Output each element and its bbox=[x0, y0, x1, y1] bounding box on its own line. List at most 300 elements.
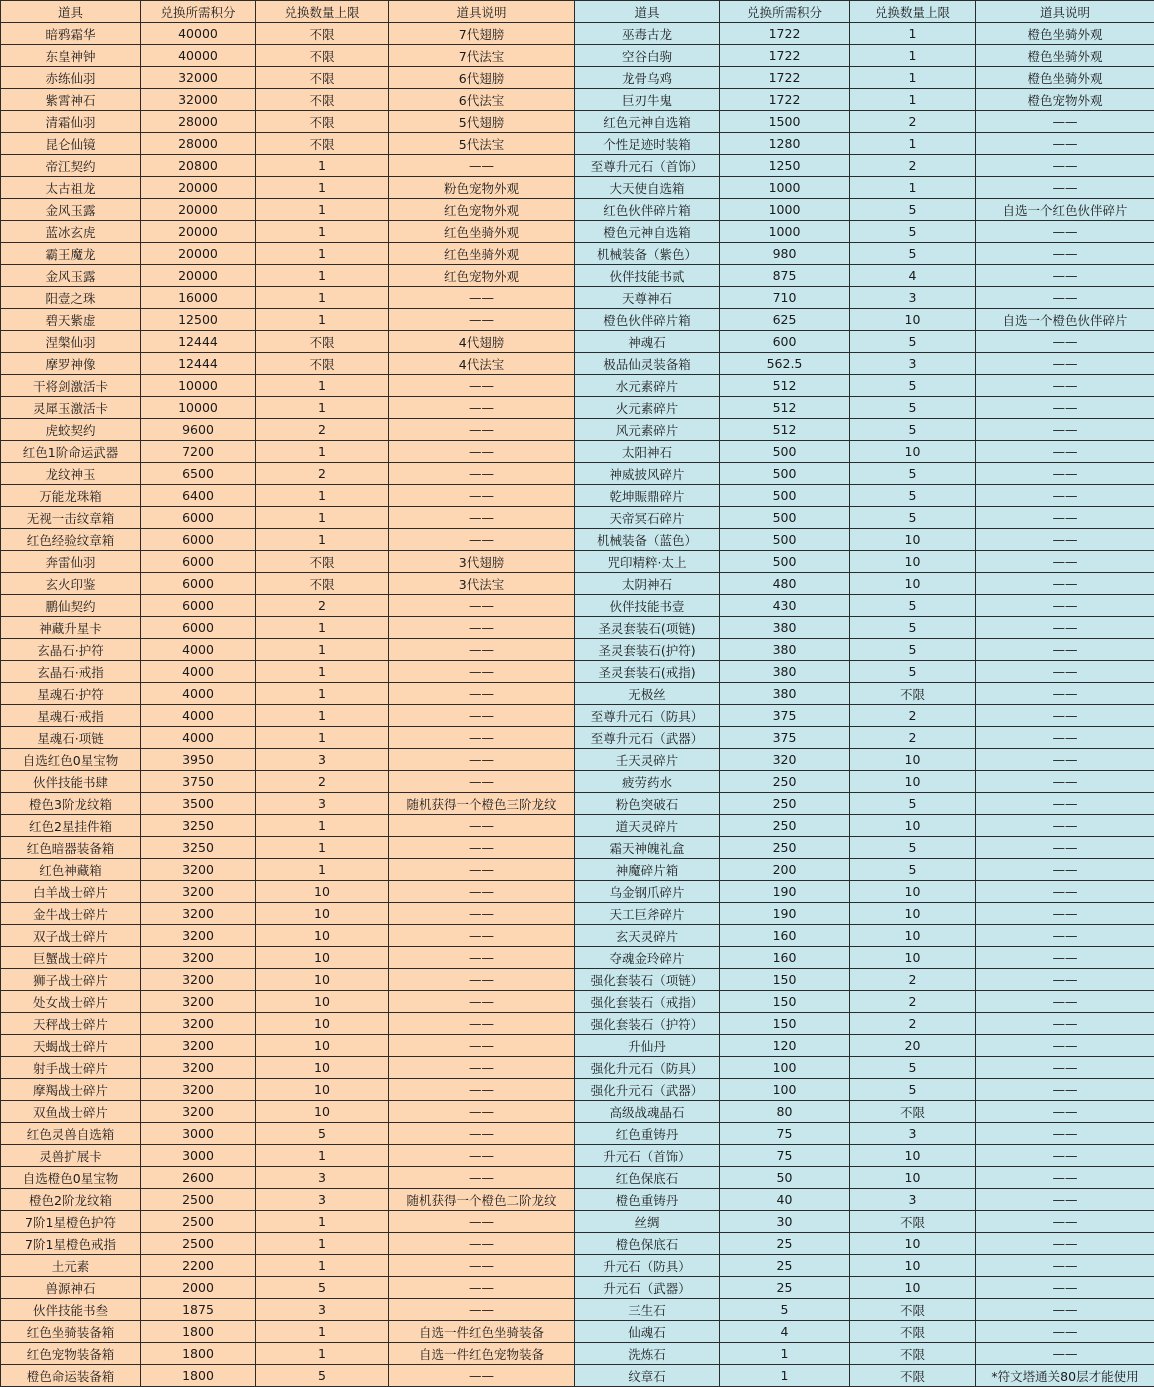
right-description-cell: —— bbox=[976, 1233, 1154, 1255]
left-points-cell: 32000 bbox=[141, 89, 256, 111]
right-item-cell: 太阳神石 bbox=[575, 441, 720, 463]
left-limit-cell: 1 bbox=[256, 617, 389, 639]
table-row bbox=[1, 331, 1154, 353]
table-row bbox=[1, 221, 1154, 243]
right-description-cell: —— bbox=[976, 133, 1154, 155]
right-description-cell: —— bbox=[976, 507, 1154, 529]
left-description-cell: 随机获得一个橙色二阶龙纹 bbox=[389, 1189, 575, 1211]
left-limit-cell: 1 bbox=[256, 309, 389, 331]
table-row bbox=[1, 551, 1154, 573]
right-item-cell: 玄天灵碎片 bbox=[575, 925, 720, 947]
left-description-cell: —— bbox=[389, 749, 575, 771]
left-points-cell: 28000 bbox=[141, 133, 256, 155]
left-description-cell: 自选一件红色坐骑装备 bbox=[389, 1321, 575, 1343]
right-description-cell: —— bbox=[976, 1145, 1154, 1167]
table-row bbox=[1, 661, 1154, 683]
right-description-cell: —— bbox=[976, 485, 1154, 507]
right-points-cell: 380 bbox=[720, 639, 850, 661]
left-description-cell: 6代法宝 bbox=[389, 89, 575, 111]
right-item-cell: 强化套装石（戒指） bbox=[575, 991, 720, 1013]
left-points-cell: 3200 bbox=[141, 1101, 256, 1123]
right-points-cell: 1280 bbox=[720, 133, 850, 155]
left-points-cell: 2500 bbox=[141, 1189, 256, 1211]
header-right-limit: 兑换数量上限 bbox=[850, 1, 976, 23]
right-points-cell: 50 bbox=[720, 1167, 850, 1189]
table-row bbox=[1, 947, 1154, 969]
left-description-cell: —— bbox=[389, 1079, 575, 1101]
right-item-cell: 橙色重铸丹 bbox=[575, 1189, 720, 1211]
right-description-cell: —— bbox=[976, 705, 1154, 727]
right-item-cell: 强化升元石（武器） bbox=[575, 1079, 720, 1101]
right-points-cell: 1250 bbox=[720, 155, 850, 177]
right-item-cell: 强化升元石（防具） bbox=[575, 1057, 720, 1079]
right-points-cell: 600 bbox=[720, 331, 850, 353]
left-points-cell: 6500 bbox=[141, 463, 256, 485]
right-item-cell: 粉色突破石 bbox=[575, 793, 720, 815]
left-description-cell: —— bbox=[389, 1299, 575, 1321]
header-right-points: 兑换所需积分 bbox=[720, 1, 850, 23]
left-description-cell: —— bbox=[389, 1145, 575, 1167]
right-description-cell: —— bbox=[976, 463, 1154, 485]
right-limit-cell: 2 bbox=[850, 991, 976, 1013]
left-description-cell: 自选一件红色宠物装备 bbox=[389, 1343, 575, 1365]
right-description-cell: —— bbox=[976, 1277, 1154, 1299]
left-description-cell: —— bbox=[389, 1255, 575, 1277]
table-row bbox=[1, 1277, 1154, 1299]
right-item-cell: 乾坤賑鼎碎片 bbox=[575, 485, 720, 507]
right-description-cell: —— bbox=[976, 1167, 1154, 1189]
left-points-cell: 3200 bbox=[141, 903, 256, 925]
right-item-cell: 太阴神石 bbox=[575, 573, 720, 595]
table-row bbox=[1, 155, 1154, 177]
left-description-cell: 红色宠物外观 bbox=[389, 265, 575, 287]
right-points-cell: 562.5 bbox=[720, 353, 850, 375]
right-points-cell: 500 bbox=[720, 507, 850, 529]
right-item-cell: 大天使自选箱 bbox=[575, 177, 720, 199]
left-limit-cell: 不限 bbox=[256, 23, 389, 45]
right-points-cell: 120 bbox=[720, 1035, 850, 1057]
right-limit-cell: 5 bbox=[850, 397, 976, 419]
left-item-cell: 万能龙珠箱 bbox=[1, 485, 141, 507]
right-description-cell: 橙色坐骑外观 bbox=[976, 45, 1154, 67]
left-item-cell: 摩罗神像 bbox=[1, 353, 141, 375]
table-row bbox=[1, 507, 1154, 529]
right-item-cell: 升元石（首饰） bbox=[575, 1145, 720, 1167]
left-limit-cell: 2 bbox=[256, 419, 389, 441]
right-description-cell: —— bbox=[976, 1343, 1154, 1365]
table-row bbox=[1, 837, 1154, 859]
right-points-cell: 375 bbox=[720, 705, 850, 727]
right-description-cell: —— bbox=[976, 881, 1154, 903]
right-points-cell: 430 bbox=[720, 595, 850, 617]
right-limit-cell: 10 bbox=[850, 903, 976, 925]
left-description-cell: —— bbox=[389, 837, 575, 859]
right-limit-cell: 不限 bbox=[850, 683, 976, 705]
table-row bbox=[1, 441, 1154, 463]
left-limit-cell: 1 bbox=[256, 507, 389, 529]
left-item-cell: 东皇神钟 bbox=[1, 45, 141, 67]
left-description-cell: —— bbox=[389, 903, 575, 925]
left-description-cell: —— bbox=[389, 1035, 575, 1057]
right-item-cell: 壬天灵碎片 bbox=[575, 749, 720, 771]
left-limit-cell: 不限 bbox=[256, 551, 389, 573]
left-limit-cell: 5 bbox=[256, 1123, 389, 1145]
right-limit-cell: 3 bbox=[850, 353, 976, 375]
left-limit-cell: 3 bbox=[256, 793, 389, 815]
right-item-cell: 三生石 bbox=[575, 1299, 720, 1321]
right-limit-cell: 10 bbox=[850, 815, 976, 837]
table-row bbox=[1, 397, 1154, 419]
left-points-cell: 3200 bbox=[141, 1079, 256, 1101]
left-limit-cell: 1 bbox=[256, 1343, 389, 1365]
left-limit-cell: 1 bbox=[256, 705, 389, 727]
right-limit-cell: 2 bbox=[850, 969, 976, 991]
right-item-cell: 橙色保底石 bbox=[575, 1233, 720, 1255]
table-row bbox=[1, 1211, 1154, 1233]
left-points-cell: 6000 bbox=[141, 507, 256, 529]
right-description-cell: —— bbox=[976, 1035, 1154, 1057]
right-item-cell: 乌金钢爪碎片 bbox=[575, 881, 720, 903]
right-points-cell: 100 bbox=[720, 1079, 850, 1101]
left-limit-cell: 不限 bbox=[256, 353, 389, 375]
right-description-cell: 橙色坐骑外观 bbox=[976, 67, 1154, 89]
right-description-cell: —— bbox=[976, 155, 1154, 177]
table-row bbox=[1, 881, 1154, 903]
right-description-cell: 自选一个红色伙伴碎片 bbox=[976, 199, 1154, 221]
left-description-cell: 7代法宝 bbox=[389, 45, 575, 67]
right-limit-cell: 不限 bbox=[850, 1101, 976, 1123]
left-points-cell: 4000 bbox=[141, 705, 256, 727]
right-item-cell: 洗炼石 bbox=[575, 1343, 720, 1365]
right-limit-cell: 5 bbox=[850, 595, 976, 617]
left-points-cell: 1800 bbox=[141, 1343, 256, 1365]
right-description-cell: 自选一个橙色伙伴碎片 bbox=[976, 309, 1154, 331]
right-description-cell: —— bbox=[976, 1299, 1154, 1321]
left-description-cell: —— bbox=[389, 287, 575, 309]
right-limit-cell: 1 bbox=[850, 23, 976, 45]
left-item-cell: 阳壹之珠 bbox=[1, 287, 141, 309]
left-description-cell: 红色宠物外观 bbox=[389, 199, 575, 221]
left-points-cell: 2600 bbox=[141, 1167, 256, 1189]
left-description-cell: —— bbox=[389, 859, 575, 881]
left-points-cell: 6000 bbox=[141, 529, 256, 551]
table-row bbox=[1, 353, 1154, 375]
table-row bbox=[1, 771, 1154, 793]
right-limit-cell: 1 bbox=[850, 133, 976, 155]
right-item-cell: 空谷白驹 bbox=[575, 45, 720, 67]
right-description-cell: —— bbox=[976, 595, 1154, 617]
right-description-cell: —— bbox=[976, 969, 1154, 991]
left-item-cell: 蓝冰玄虎 bbox=[1, 221, 141, 243]
left-item-cell: 巨蟹战士碎片 bbox=[1, 947, 141, 969]
right-limit-cell: 5 bbox=[850, 485, 976, 507]
right-points-cell: 512 bbox=[720, 419, 850, 441]
right-limit-cell: 不限 bbox=[850, 1299, 976, 1321]
left-description-cell: —— bbox=[389, 397, 575, 419]
right-item-cell: 神威披风碎片 bbox=[575, 463, 720, 485]
right-points-cell: 150 bbox=[720, 991, 850, 1013]
left-item-cell: 昆仑仙镜 bbox=[1, 133, 141, 155]
right-limit-cell: 5 bbox=[850, 639, 976, 661]
right-limit-cell: 不限 bbox=[850, 1343, 976, 1365]
right-description-cell: —— bbox=[976, 375, 1154, 397]
right-points-cell: 30 bbox=[720, 1211, 850, 1233]
left-item-cell: 橙色2阶龙纹箱 bbox=[1, 1189, 141, 1211]
left-item-cell: 处女战士碎片 bbox=[1, 991, 141, 1013]
left-limit-cell: 1 bbox=[256, 177, 389, 199]
left-description-cell: 7代翅膀 bbox=[389, 23, 575, 45]
table-row bbox=[1, 749, 1154, 771]
table-row bbox=[1, 23, 1154, 45]
table-row bbox=[1, 1321, 1154, 1343]
right-description-cell: —— bbox=[976, 419, 1154, 441]
right-description-cell: *符文塔通关80层才能使用 bbox=[976, 1365, 1154, 1387]
right-description-cell: —— bbox=[976, 727, 1154, 749]
right-limit-cell: 2 bbox=[850, 155, 976, 177]
right-limit-cell: 5 bbox=[850, 793, 976, 815]
right-limit-cell: 2 bbox=[850, 111, 976, 133]
left-points-cell: 40000 bbox=[141, 45, 256, 67]
left-points-cell: 4000 bbox=[141, 661, 256, 683]
right-description-cell: —— bbox=[976, 771, 1154, 793]
left-limit-cell: 1 bbox=[256, 1211, 389, 1233]
right-limit-cell: 5 bbox=[850, 463, 976, 485]
right-points-cell: 100 bbox=[720, 1057, 850, 1079]
left-limit-cell: 1 bbox=[256, 815, 389, 837]
right-points-cell: 40 bbox=[720, 1189, 850, 1211]
header-right-description: 道具说明 bbox=[976, 1, 1154, 23]
right-description-cell: —— bbox=[976, 991, 1154, 1013]
left-limit-cell: 不限 bbox=[256, 133, 389, 155]
right-limit-cell: 5 bbox=[850, 243, 976, 265]
left-description-cell: 红色坐骑外观 bbox=[389, 221, 575, 243]
right-description-cell: —— bbox=[976, 683, 1154, 705]
table-row bbox=[1, 89, 1154, 111]
left-points-cell: 12500 bbox=[141, 309, 256, 331]
right-item-cell: 圣灵套装石(戒指) bbox=[575, 661, 720, 683]
right-points-cell: 1722 bbox=[720, 23, 850, 45]
right-points-cell: 4 bbox=[720, 1321, 850, 1343]
left-limit-cell: 1 bbox=[256, 243, 389, 265]
left-limit-cell: 不限 bbox=[256, 45, 389, 67]
right-item-cell: 至尊升元石（首饰） bbox=[575, 155, 720, 177]
left-limit-cell: 1 bbox=[256, 397, 389, 419]
left-points-cell: 9600 bbox=[141, 419, 256, 441]
right-description-cell: —— bbox=[976, 617, 1154, 639]
right-item-cell: 丝绸 bbox=[575, 1211, 720, 1233]
left-points-cell: 12444 bbox=[141, 353, 256, 375]
table-row bbox=[1, 1299, 1154, 1321]
left-points-cell: 3200 bbox=[141, 859, 256, 881]
left-points-cell: 3500 bbox=[141, 793, 256, 815]
right-points-cell: 1722 bbox=[720, 45, 850, 67]
table-row bbox=[1, 859, 1154, 881]
left-limit-cell: 1 bbox=[256, 529, 389, 551]
left-limit-cell: 1 bbox=[256, 375, 389, 397]
left-points-cell: 2000 bbox=[141, 1277, 256, 1299]
left-description-cell: —— bbox=[389, 661, 575, 683]
right-limit-cell: 不限 bbox=[850, 1321, 976, 1343]
left-item-cell: 碧天紫虚 bbox=[1, 309, 141, 331]
left-points-cell: 6000 bbox=[141, 573, 256, 595]
right-description-cell: —— bbox=[976, 749, 1154, 771]
left-item-cell: 金风玉露 bbox=[1, 199, 141, 221]
right-description-cell: —— bbox=[976, 925, 1154, 947]
table-row bbox=[1, 111, 1154, 133]
left-description-cell: 4代翅膀 bbox=[389, 331, 575, 353]
table-row bbox=[1, 727, 1154, 749]
right-points-cell: 512 bbox=[720, 397, 850, 419]
right-description-cell: —— bbox=[976, 287, 1154, 309]
right-limit-cell: 3 bbox=[850, 1189, 976, 1211]
left-item-cell: 灵犀玉激活卡 bbox=[1, 397, 141, 419]
left-description-cell: —— bbox=[389, 683, 575, 705]
right-points-cell: 250 bbox=[720, 815, 850, 837]
right-item-cell: 圣灵套装石(项链) bbox=[575, 617, 720, 639]
table-row bbox=[1, 815, 1154, 837]
right-limit-cell: 5 bbox=[850, 837, 976, 859]
left-limit-cell: 1 bbox=[256, 859, 389, 881]
right-limit-cell: 10 bbox=[850, 1167, 976, 1189]
left-points-cell: 1800 bbox=[141, 1365, 256, 1387]
left-points-cell: 1875 bbox=[141, 1299, 256, 1321]
right-points-cell: 150 bbox=[720, 969, 850, 991]
left-points-cell: 3200 bbox=[141, 881, 256, 903]
left-points-cell: 3000 bbox=[141, 1123, 256, 1145]
left-points-cell: 12444 bbox=[141, 331, 256, 353]
left-points-cell: 7200 bbox=[141, 441, 256, 463]
right-points-cell: 1000 bbox=[720, 199, 850, 221]
right-description-cell: —— bbox=[976, 661, 1154, 683]
left-description-cell: —— bbox=[389, 639, 575, 661]
left-item-cell: 伙伴技能书叁 bbox=[1, 1299, 141, 1321]
right-limit-cell: 10 bbox=[850, 947, 976, 969]
right-limit-cell: 3 bbox=[850, 1123, 976, 1145]
right-limit-cell: 10 bbox=[850, 309, 976, 331]
right-item-cell: 霜天神魄礼盒 bbox=[575, 837, 720, 859]
left-limit-cell: 1 bbox=[256, 727, 389, 749]
right-item-cell: 强化套装石（护符） bbox=[575, 1013, 720, 1035]
left-points-cell: 10000 bbox=[141, 397, 256, 419]
right-limit-cell: 2 bbox=[850, 705, 976, 727]
right-points-cell: 320 bbox=[720, 749, 850, 771]
left-item-cell: 灵兽扩展卡 bbox=[1, 1145, 141, 1167]
table-row bbox=[1, 1167, 1154, 1189]
left-item-cell: 干将剑激活卡 bbox=[1, 375, 141, 397]
right-limit-cell: 10 bbox=[850, 771, 976, 793]
left-points-cell: 3950 bbox=[141, 749, 256, 771]
right-item-cell: 神魔碎片箱 bbox=[575, 859, 720, 881]
left-item-cell: 红色神藏箱 bbox=[1, 859, 141, 881]
right-points-cell: 500 bbox=[720, 485, 850, 507]
right-item-cell: 无极丝 bbox=[575, 683, 720, 705]
left-item-cell: 鹏仙契约 bbox=[1, 595, 141, 617]
right-description-cell: 橙色宠物外观 bbox=[976, 89, 1154, 111]
table-row bbox=[1, 1035, 1154, 1057]
table-row bbox=[1, 595, 1154, 617]
right-points-cell: 1000 bbox=[720, 221, 850, 243]
left-limit-cell: 10 bbox=[256, 1057, 389, 1079]
left-description-cell: 红色坐骑外观 bbox=[389, 243, 575, 265]
left-description-cell: —— bbox=[389, 419, 575, 441]
left-points-cell: 3000 bbox=[141, 1145, 256, 1167]
left-limit-cell: 1 bbox=[256, 1145, 389, 1167]
left-item-cell: 自选红色0星宝物 bbox=[1, 749, 141, 771]
right-points-cell: 25 bbox=[720, 1233, 850, 1255]
right-points-cell: 80 bbox=[720, 1101, 850, 1123]
left-description-cell: 6代翅膀 bbox=[389, 67, 575, 89]
right-points-cell: 380 bbox=[720, 683, 850, 705]
left-item-cell: 星魂石·项链 bbox=[1, 727, 141, 749]
left-points-cell: 2200 bbox=[141, 1255, 256, 1277]
right-item-cell: 水元素碎片 bbox=[575, 375, 720, 397]
left-description-cell: —— bbox=[389, 1167, 575, 1189]
left-item-cell: 暗鸦霜华 bbox=[1, 23, 141, 45]
right-item-cell: 夺魂金玲碎片 bbox=[575, 947, 720, 969]
right-points-cell: 1 bbox=[720, 1343, 850, 1365]
left-item-cell: 土元素 bbox=[1, 1255, 141, 1277]
left-limit-cell: 5 bbox=[256, 1365, 389, 1387]
left-limit-cell: 10 bbox=[256, 991, 389, 1013]
table-row bbox=[1, 287, 1154, 309]
right-description-cell: —— bbox=[976, 1057, 1154, 1079]
left-limit-cell: 5 bbox=[256, 1277, 389, 1299]
right-description-cell: —— bbox=[976, 903, 1154, 925]
left-points-cell: 4000 bbox=[141, 683, 256, 705]
left-points-cell: 32000 bbox=[141, 67, 256, 89]
right-item-cell: 红色保底石 bbox=[575, 1167, 720, 1189]
right-points-cell: 980 bbox=[720, 243, 850, 265]
left-item-cell: 虎蛟契约 bbox=[1, 419, 141, 441]
right-item-cell: 至尊升元石（防具） bbox=[575, 705, 720, 727]
header-left-description: 道具说明 bbox=[389, 1, 575, 23]
right-item-cell: 纹章石 bbox=[575, 1365, 720, 1387]
left-item-cell: 玄晶石·戒指 bbox=[1, 661, 141, 683]
left-item-cell: 双子战士碎片 bbox=[1, 925, 141, 947]
right-limit-cell: 3 bbox=[850, 287, 976, 309]
left-description-cell: —— bbox=[389, 529, 575, 551]
right-description-cell: —— bbox=[976, 243, 1154, 265]
right-item-cell: 机械装备（紫色） bbox=[575, 243, 720, 265]
left-points-cell: 20000 bbox=[141, 199, 256, 221]
table-row bbox=[1, 309, 1154, 331]
left-item-cell: 白羊战士碎片 bbox=[1, 881, 141, 903]
left-points-cell: 6400 bbox=[141, 485, 256, 507]
left-item-cell: 无视一击纹章箱 bbox=[1, 507, 141, 529]
left-description-cell: —— bbox=[389, 727, 575, 749]
left-description-cell: 粉色宠物外观 bbox=[389, 177, 575, 199]
right-limit-cell: 5 bbox=[850, 661, 976, 683]
left-description-cell: —— bbox=[389, 617, 575, 639]
right-description-cell: —— bbox=[976, 1013, 1154, 1035]
left-points-cell: 20000 bbox=[141, 265, 256, 287]
right-limit-cell: 4 bbox=[850, 265, 976, 287]
right-points-cell: 250 bbox=[720, 793, 850, 815]
right-description-cell: 橙色坐骑外观 bbox=[976, 23, 1154, 45]
right-item-cell: 橙色伙伴碎片箱 bbox=[575, 309, 720, 331]
left-limit-cell: 1 bbox=[256, 661, 389, 683]
left-description-cell: —— bbox=[389, 969, 575, 991]
right-item-cell: 橙色元神自选箱 bbox=[575, 221, 720, 243]
left-points-cell: 3200 bbox=[141, 1035, 256, 1057]
right-limit-cell: 10 bbox=[850, 1233, 976, 1255]
left-description-cell: —— bbox=[389, 1013, 575, 1035]
right-item-cell: 个性足迹时装箱 bbox=[575, 133, 720, 155]
right-item-cell: 龙骨乌鸡 bbox=[575, 67, 720, 89]
left-points-cell: 16000 bbox=[141, 287, 256, 309]
right-description-cell: —— bbox=[976, 1255, 1154, 1277]
right-limit-cell: 不限 bbox=[850, 1211, 976, 1233]
